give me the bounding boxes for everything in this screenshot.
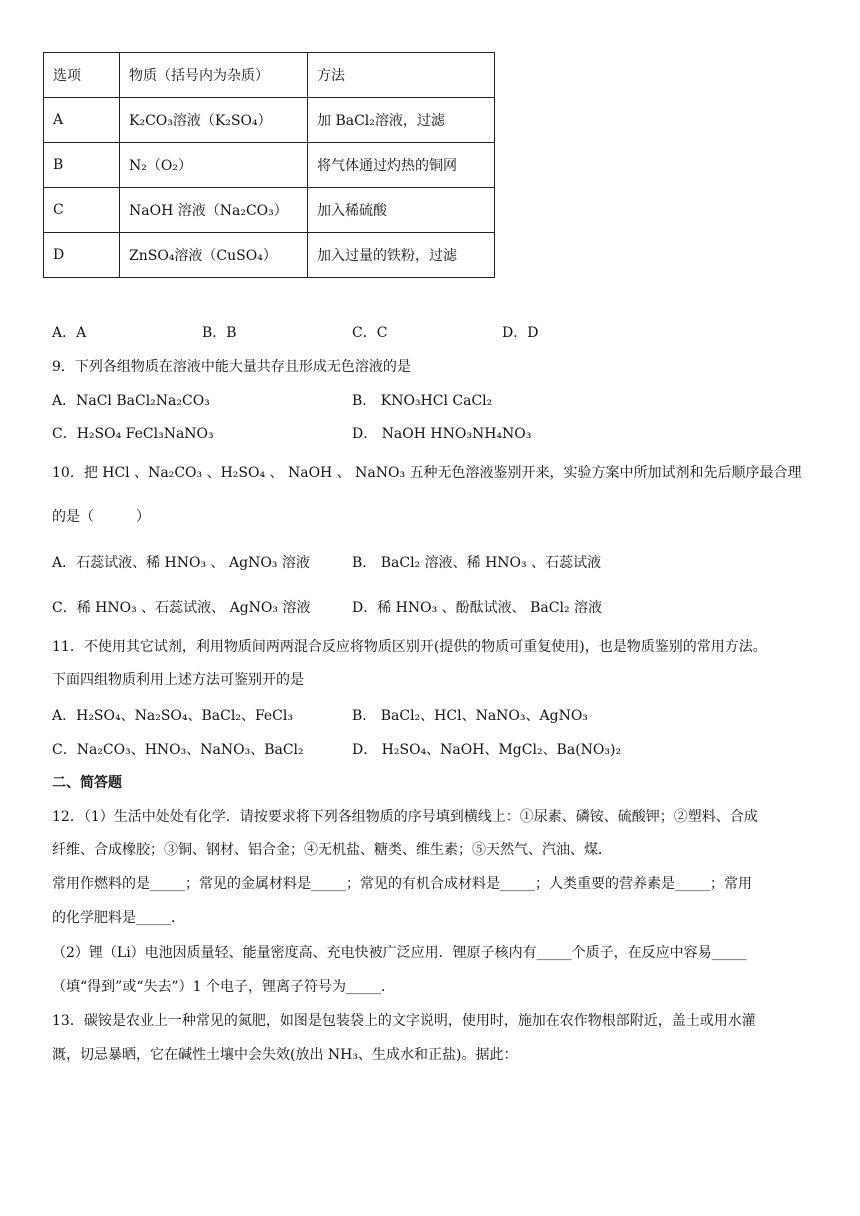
q9-choice-c[interactable]: C．H₂SO₄ FeCl₃NaNO₃ bbox=[52, 426, 214, 442]
table-header-cell: 方法 bbox=[308, 53, 495, 98]
q11-choice-d[interactable]: D． H₂SO₄、NaOH、MgCl₂、Ba(NO₃)₂ bbox=[352, 742, 622, 758]
table-header-cell: 选项 bbox=[44, 53, 120, 98]
table-cell-method: 加入稀硫酸 bbox=[308, 188, 495, 233]
choice-b[interactable]: B．B bbox=[202, 325, 237, 341]
question-9-stem: 9．下列各组物质在溶液中能大量共存且形成无色溶液的是 bbox=[52, 359, 411, 375]
q11-choice-c[interactable]: C．Na₂CO₃、HNO₃、NaNO₃、BaCl₂ bbox=[52, 742, 304, 758]
options-table bbox=[43, 52, 495, 278]
table-row bbox=[44, 188, 495, 233]
q10-choice-d[interactable]: D．稀 HNO₃ 、酚酞试液、 BaCl₂ 溶液 bbox=[352, 600, 603, 616]
q10-choice-b[interactable]: B． BaCl₂ 溶液、稀 HNO₃ 、石蕊试液 bbox=[352, 555, 602, 571]
choice-c[interactable]: C．C bbox=[352, 325, 388, 341]
table-cell-substance: K₂CO₃溶液（K₂SO₄） bbox=[120, 98, 308, 143]
table-row bbox=[44, 98, 495, 143]
table-header-cell: 物质（括号内为杂质） bbox=[120, 53, 308, 98]
section-heading: 二、简答题 bbox=[52, 775, 122, 791]
q11-choice-a[interactable]: A．H₂SO₄、Na₂SO₄、BaCl₂、FeCl₃ bbox=[52, 708, 293, 724]
table-cell-method: 将气体通过灼热的铜网 bbox=[308, 143, 495, 188]
question-13-line: 溉，切忌暴晒，它在碱性土壤中会失效(放出 NH₃、生成水和正盐)。据此： bbox=[52, 1047, 518, 1063]
table-row bbox=[44, 143, 495, 188]
table-cell-method: 加入过量的铁粉，过滤 bbox=[308, 233, 495, 278]
question-12-line: （填“得到”或“失去”）1 个电子，锂离子符号为_____． bbox=[52, 979, 395, 995]
question-12-line: 常用作燃料的是_____；常见的金属材料是_____；常见的有机合成材料是_____；人类重要的营养素是_____；常用 bbox=[52, 876, 752, 892]
question-12-line: （2）锂（Li）电池因质量轻、能量密度高、充电快被广泛应用．锂原子核内有_____个质子，在反应中容易_____ bbox=[52, 945, 747, 961]
table-cell-substance: ZnSO₄溶液（CuSO₄） bbox=[120, 233, 308, 278]
q10-choice-c[interactable]: C．稀 HNO₃ 、石蕊试液、 AgNO₃ 溶液 bbox=[52, 600, 311, 616]
question-12-line: 的化学肥料是_____． bbox=[52, 910, 185, 926]
question-13-line: 13．碳铵是农业上一种常见的氮肥，如图是包装袋上的文字说明，使用时，施加在农作物根部附近，盖土或用水灌 bbox=[52, 1013, 756, 1029]
table-cell-option: C bbox=[44, 188, 120, 233]
q9-choice-a[interactable]: A．NaCl BaCl₂Na₂CO₃ bbox=[52, 393, 210, 409]
table-cell-substance: N₂（O₂） bbox=[120, 143, 308, 188]
question-12-line: 纤维、合成橡胶；③铜、钢材、铝合金；④无机盐、糖类、维生素；⑤天然气、汽油、煤． bbox=[52, 842, 612, 858]
question-11-stem-cont: 下面四组物质利用上述方法可鉴别开的是 bbox=[52, 672, 304, 688]
q11-choice-b[interactable]: B． BaCl₂、HCl、NaNO₃、AgNO₃ bbox=[352, 708, 588, 724]
table-cell-option: A bbox=[44, 98, 120, 143]
table-header-row bbox=[44, 53, 495, 98]
table-cell-option: D bbox=[44, 233, 120, 278]
table-cell-substance: NaOH 溶液（Na₂CO₃） bbox=[120, 188, 308, 233]
table-cell-option: B bbox=[44, 143, 120, 188]
choice-d[interactable]: D．D bbox=[502, 325, 539, 341]
table-cell-method: 加 BaCl₂溶液，过滤 bbox=[308, 98, 495, 143]
table-row bbox=[44, 233, 495, 278]
choice-a[interactable]: A．A bbox=[52, 325, 87, 341]
question-12-line: 12．（1）生活中处处有化学．请按要求将下列各组物质的序号填到横线上：①尿素、磷铵、硫酸钾；②塑料、合成 bbox=[52, 809, 758, 825]
q9-choice-b[interactable]: B． KNO₃HCl CaCl₂ bbox=[352, 393, 493, 409]
question-11-stem: 11．不使用其它试剂，利用物质间两两混合反应将物质区别开(提供的物质可重复使用)，也是物质鉴别的常用方法。 bbox=[52, 639, 767, 655]
q9-choice-d[interactable]: D． NaOH HNO₃NH₄NO₃ bbox=[352, 426, 532, 442]
question-10-stem: 10．把 HCl 、Na₂CO₃ 、H₂SO₄ 、 NaOH 、 NaNO₃ 五种无色溶液鉴别开来，实验方案中所加试剂和先后顺序最合理 bbox=[52, 465, 802, 481]
q10-choice-a[interactable]: A．石蕊试液、稀 HNO₃ 、 AgNO₃ 溶液 bbox=[52, 555, 310, 571]
question-10-stem-cont: 的是（ ） bbox=[52, 509, 150, 525]
